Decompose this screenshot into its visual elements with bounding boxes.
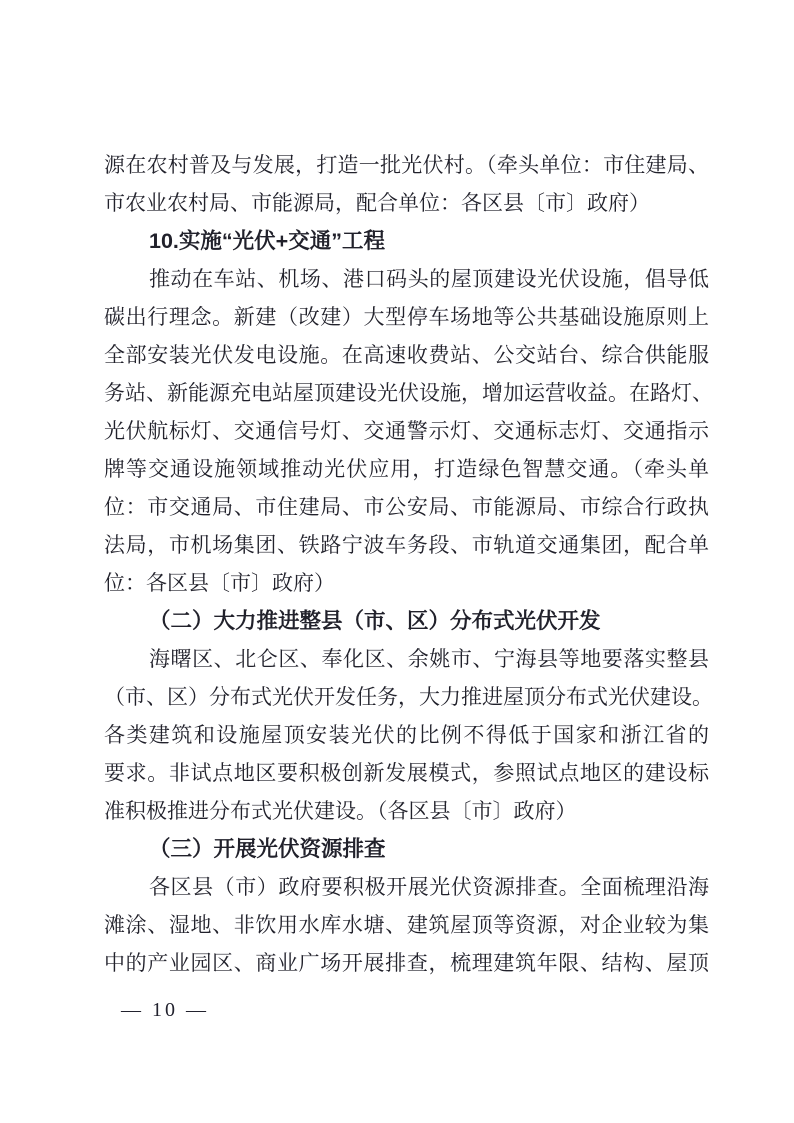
page-number: — 10 — xyxy=(121,999,209,1021)
text-line: 牌等交通设施领域推动光伏应用，打造绿色智慧交通。（牵头单 xyxy=(104,457,709,481)
section-heading-10: 10.实施“光伏+交通”工程 xyxy=(149,229,385,253)
text-line: 位：市交通局、市住建局、市公安局、市能源局、市综合行政执 xyxy=(104,495,709,519)
text-line: 滩涂、湿地、非饮用水库水塘、建筑屋顶等资源，对企业较为集 xyxy=(104,913,709,937)
text-line: 中的产业园区、商业广场开展排查，梳理建筑年限、结构、屋顶 xyxy=(104,951,709,975)
text-line: （市、区）分布式光伏开发任务，大力推进屋顶分布式光伏建设。 xyxy=(104,685,713,709)
text-line: 碳出行理念。新建（改建）大型停车场地等公共基础设施原则上 xyxy=(104,305,709,329)
text-line: 源在农村普及与发展，打造一批光伏村。（牵头单位：市住建局、 xyxy=(104,153,709,177)
text-line: 全部安装光伏发电设施。在高速收费站、公交站台、综合供能服 xyxy=(104,343,709,367)
text-line: 准积极推进分布式光伏建设。（各区县〔市〕政府） xyxy=(104,799,577,823)
text-line: 市农业农村局、市能源局，配合单位：各区县〔市〕政府） xyxy=(104,191,650,215)
text-line: 务站、新能源充电站屋顶建设光伏设施，增加运营收益。在路灯、 xyxy=(104,381,713,405)
text-line: 推动在车站、机场、港口码头的屋顶建设光伏设施，倡导低 xyxy=(149,267,709,291)
text-line: 法局，市机场集团、铁路宁波车务段、市轨道交通集团，配合单 xyxy=(104,533,709,557)
document-body xyxy=(104,146,713,982)
section-heading-3: （三）开展光伏资源排查 xyxy=(149,837,386,861)
text-line: 各区县（市）政府要积极开展光伏资源排查。全面梳理沿海 xyxy=(149,875,709,899)
text-line: 各类建筑和设施屋顶安装光伏的比例不得低于国家和浙江省的 xyxy=(104,723,709,747)
text-line: 海曙区、北仑区、奉化区、余姚市、宁海县等地要落实整县 xyxy=(149,647,709,671)
section-heading-2: （二）大力推进整县（市、区）分布式光伏开发 xyxy=(149,609,601,633)
text-line: 光伏航标灯、交通信号灯、交通警示灯、交通标志灯、交通指示 xyxy=(104,419,709,443)
text-line: 位：各区县〔市〕政府） xyxy=(104,571,335,595)
text-line: 要求。非试点地区要积极创新发展模式，参照试点地区的建设标 xyxy=(104,761,709,785)
